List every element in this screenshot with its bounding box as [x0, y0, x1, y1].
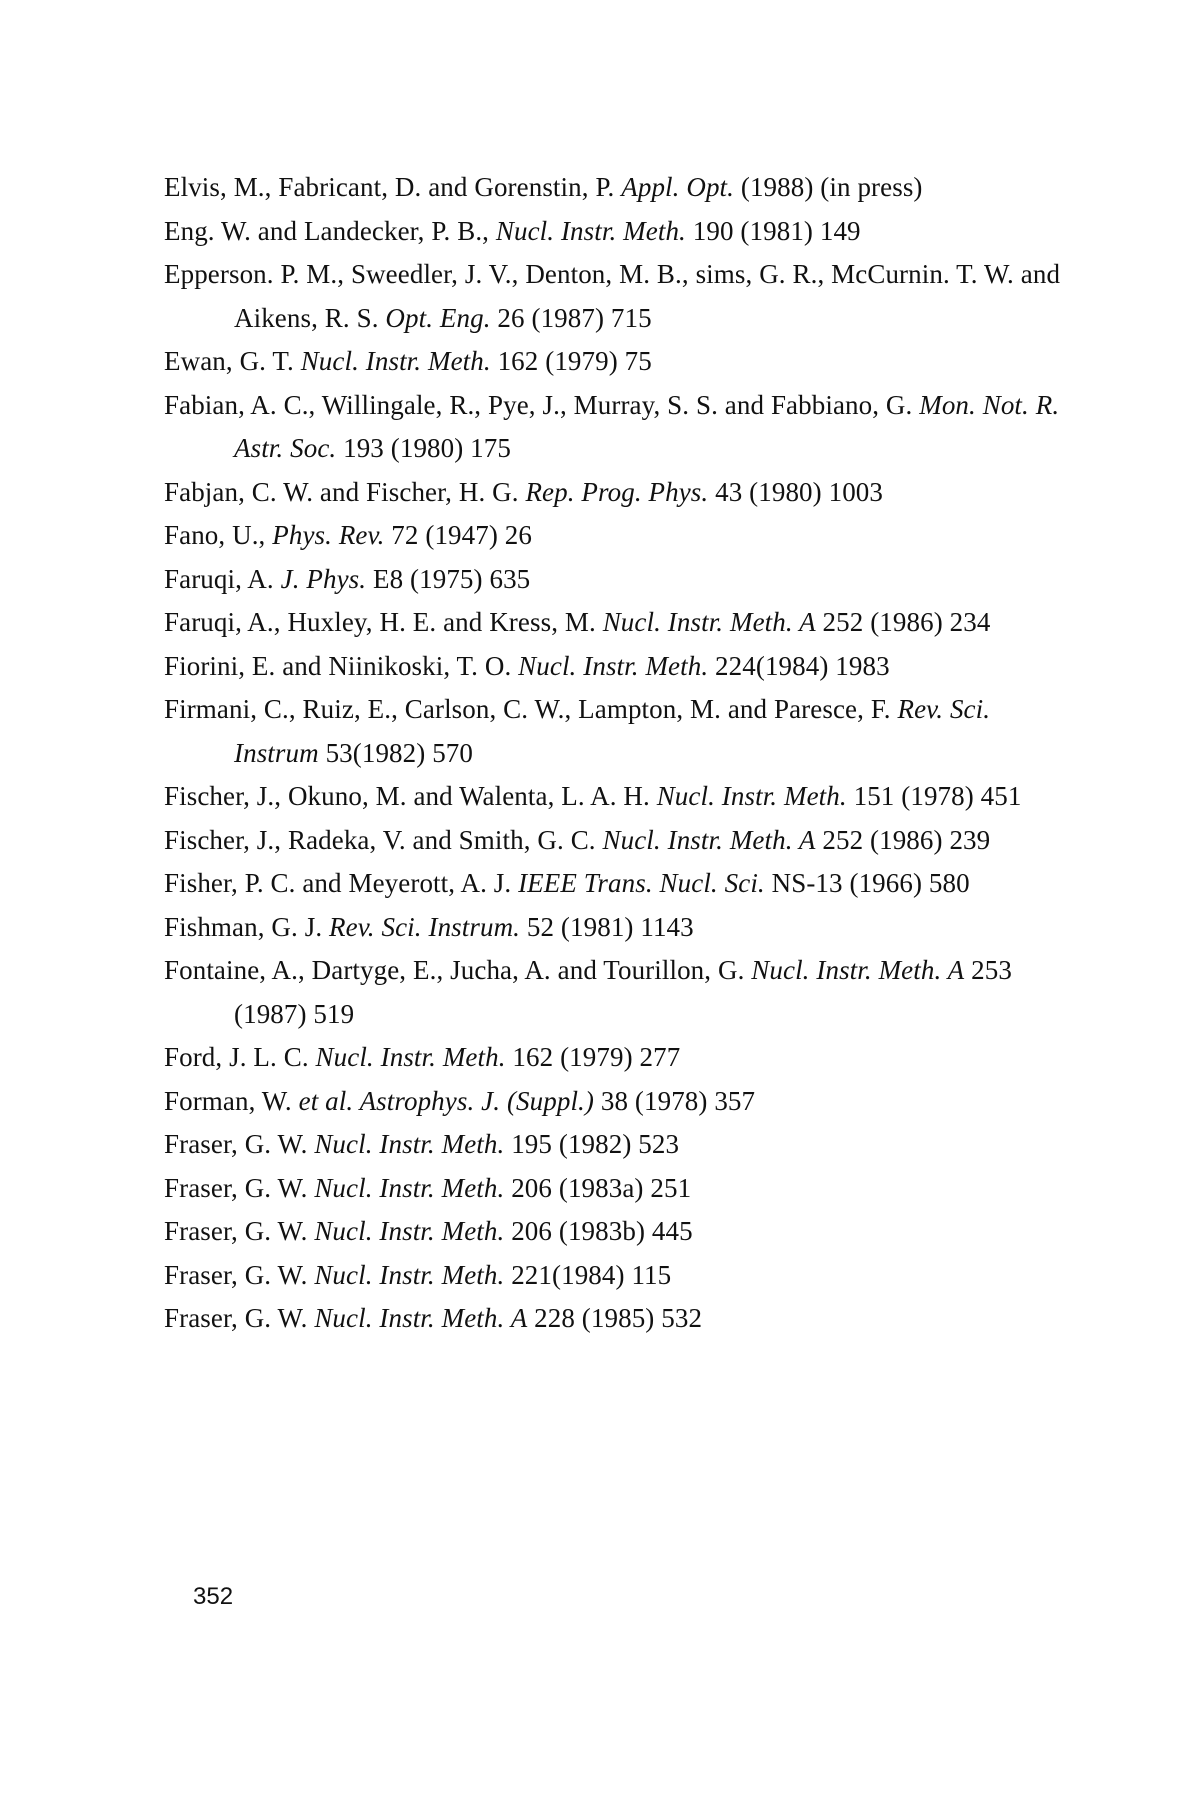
reference-text: Ewan, G. T.	[164, 346, 301, 376]
journal-name: Nucl. Instr. Meth.	[314, 1172, 505, 1203]
journal-name: Phys. Rev.	[272, 520, 385, 550]
reference-text: Fraser, G. W.	[164, 1216, 315, 1246]
journal-name: Nucl. Instr. Meth.	[314, 1129, 505, 1159]
journal-name: Rev. Sci. Instrum.	[329, 911, 521, 942]
reference-entry	[164, 819, 1064, 863]
reference-entry	[164, 906, 1064, 950]
reference-entry	[164, 166, 1064, 210]
journal-name: Appl. Opt.	[621, 172, 735, 202]
reference-text: Fischer, J., Okuno, M. and Walenta, L. A. H.	[164, 781, 657, 811]
reference-text: 206 (1983a) 251	[504, 1172, 692, 1203]
reference-text: Fraser, G. W.	[164, 1303, 315, 1333]
journal-name: Nucl. Instr. Meth.	[495, 215, 686, 246]
reference-text: Fraser, G. W.	[164, 1129, 315, 1159]
journal-name: Nucl. Instr. Meth.	[315, 1042, 506, 1072]
reference-text: Epperson. P. M., Sweedler, J. V., Denton, M. B., sims, G. R., McCurnin. T. W. and Aikens, R. S.	[164, 259, 1061, 333]
journal-name: et al. Astrophys. J. (Suppl.)	[298, 1085, 594, 1116]
reference-entry	[164, 253, 1064, 340]
reference-entry	[164, 1210, 1064, 1254]
reference-entry	[164, 471, 1064, 515]
reference-text: Fraser, G. W.	[164, 1259, 315, 1290]
reference-entry	[164, 601, 1064, 645]
reference-text: E8 (1975) 635	[366, 563, 531, 594]
reference-entry	[164, 558, 1064, 602]
reference-text: Fischer, J., Radeka, V. and Smith, G. C.	[164, 824, 603, 855]
journal-name: Nucl. Instr. Meth.	[300, 346, 491, 376]
reference-entry	[164, 949, 1064, 1036]
reference-entry	[164, 1297, 1064, 1341]
reference-text: Faruqi, A.	[164, 563, 281, 594]
reference-entry	[164, 1254, 1064, 1298]
journal-name: Nucl. Instr. Meth. A	[314, 1303, 528, 1333]
reference-text: Fano, U.,	[164, 520, 273, 550]
reference-text: 162 (1979) 75	[490, 346, 652, 376]
reference-entry	[164, 1123, 1064, 1167]
reference-text: 26 (1987) 715	[490, 302, 652, 333]
reference-entry	[164, 1036, 1064, 1080]
reference-text: Fabjan, C. W. and Fischer, H. G.	[164, 476, 526, 507]
journal-name: Rev. Sci. Instrum	[234, 694, 991, 768]
journal-name: Nucl. Instr. Meth. A	[602, 607, 816, 637]
reference-text: Fishman, G. J.	[164, 911, 330, 942]
journal-name: Mon. Not. R. Astr. Soc.	[234, 389, 1060, 463]
reference-text: 43 (1980) 1003	[708, 476, 883, 507]
reference-text: 151 (1978) 451	[846, 781, 1022, 811]
reference-entry	[164, 210, 1064, 254]
reference-list	[164, 166, 1064, 1341]
journal-name: Nucl. Instr. Meth.	[518, 650, 709, 681]
journal-name: Nucl. Instr. Meth.	[314, 1259, 505, 1290]
reference-entry	[164, 775, 1064, 819]
reference-text: Forman, W.	[164, 1085, 299, 1116]
reference-text: Fraser, G. W.	[164, 1172, 315, 1203]
reference-text: 252 (1986) 234	[815, 607, 991, 637]
reference-text: Fiorini, E. and Niinikoski, T. O.	[164, 650, 519, 681]
reference-text: Fontaine, A., Dartyge, E., Jucha, A. and Tourillon, G.	[164, 955, 752, 985]
reference-entry	[164, 340, 1064, 384]
reference-text: 206 (1983b) 445	[504, 1216, 693, 1246]
journal-name: Nucl. Instr. Meth. A	[751, 955, 965, 985]
reference-text: 221(1984) 115	[504, 1259, 672, 1290]
reference-text: (1988) (in press)	[734, 172, 923, 202]
reference-text: 190 (1981) 149	[685, 215, 861, 246]
journal-name: Nucl. Instr. Meth.	[314, 1216, 505, 1246]
reference-text: Ford, J. L. C.	[164, 1042, 316, 1072]
reference-entry	[164, 514, 1064, 558]
journal-name: J. Phys.	[280, 563, 367, 594]
journal-name: IEEE Trans. Nucl. Sci.	[518, 868, 765, 898]
reference-text: 52 (1981) 1143	[520, 911, 694, 942]
reference-entry	[164, 1080, 1064, 1124]
reference-text: 53(1982) 570	[318, 737, 474, 768]
reference-text: 253 (1987) 519	[234, 955, 1012, 1029]
reference-text: Firmani, C., Ruiz, E., Carlson, C. W., Lampton, M. and Paresce, F.	[164, 694, 898, 724]
reference-text: Fabian, A. C., Willingale, R., Pye, J., Murray, S. S. and Fabbiano, G.	[164, 389, 920, 420]
journal-name: Nucl. Instr. Meth. A	[602, 824, 816, 855]
reference-text: 72 (1947) 26	[384, 520, 532, 550]
reference-text: Elvis, M., Fabricant, D. and Gorenstin, P.	[164, 172, 622, 202]
reference-text: Faruqi, A., Huxley, H. E. and Kress, M.	[164, 607, 603, 637]
reference-text: 224(1984) 1983	[708, 650, 890, 681]
reference-text: 195 (1982) 523	[504, 1129, 680, 1159]
reference-text: 193 (1980) 175	[336, 433, 511, 463]
reference-text: Fisher, P. C. and Meyerott, A. J.	[164, 868, 519, 898]
reference-text: NS-13 (1966) 580	[764, 868, 970, 898]
reference-entry	[164, 384, 1064, 471]
reference-entry	[164, 688, 1064, 775]
reference-entry	[164, 645, 1064, 689]
reference-text: 162 (1979) 277	[505, 1042, 681, 1072]
page-number: 352	[193, 1583, 234, 1610]
reference-text: 38 (1978) 357	[594, 1085, 756, 1116]
reference-entry	[164, 1167, 1064, 1211]
reference-text: Eng. W. and Landecker, P. B.,	[164, 215, 496, 246]
reference-entry	[164, 862, 1064, 906]
reference-text: 228 (1985) 532	[527, 1303, 703, 1333]
journal-name: Nucl. Instr. Meth.	[656, 781, 847, 811]
journal-name: Opt. Eng.	[385, 302, 491, 333]
reference-text: 252 (1986) 239	[815, 824, 991, 855]
journal-name: Rep. Prog. Phys.	[525, 476, 709, 507]
